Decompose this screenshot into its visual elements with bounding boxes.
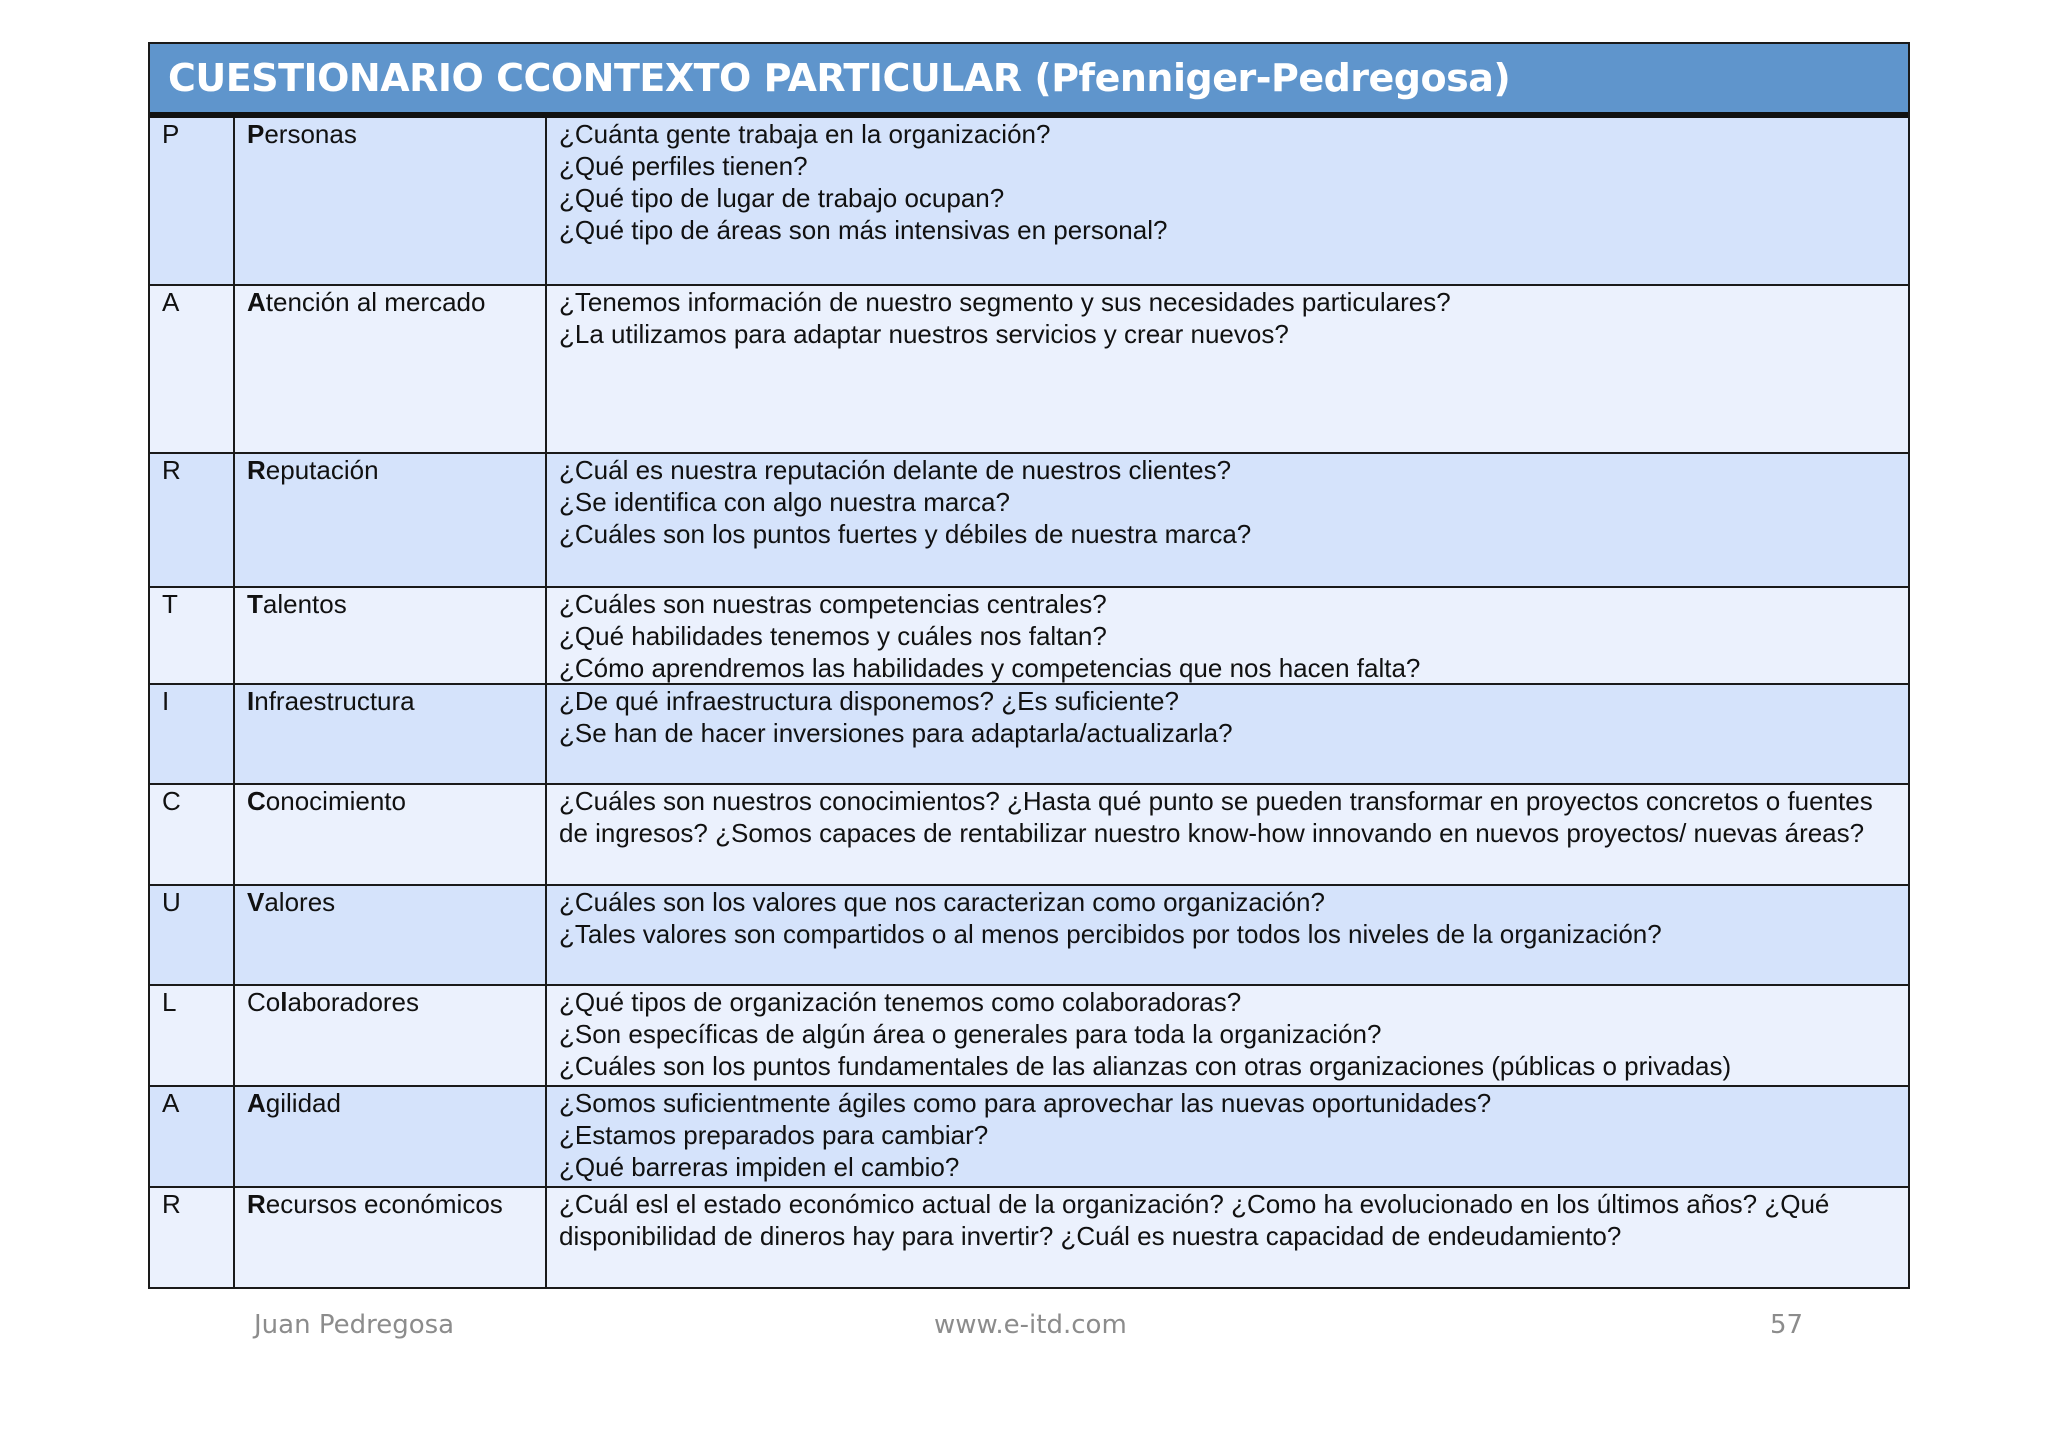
table-body [150,118,1908,1287]
term-rest: tención al mercado [265,287,486,317]
row-term [235,118,547,284]
term-rest: ecursos económicos [265,1189,503,1219]
row-questions [547,685,1908,783]
footer-page-number: 57 [1770,1310,1804,1340]
question-text: ¿Somos suficientmente ágiles como para aprovechar las nuevas oportunidades? [559,1088,1492,1118]
term-initial: I [247,686,255,716]
row-term [235,286,547,452]
question-text: ¿Tenemos información de nuestro segmento y sus necesidades particulares? [559,287,1451,317]
questionnaire-table [148,42,1910,1289]
row-term [235,1087,547,1186]
table-row [150,452,1908,586]
question-text: ¿Cuáles son nuestras competencias centrales? [559,589,1107,619]
row-term [235,454,547,586]
question-text: ¿Cuáles son los valores que nos caracterizan como organización? [559,887,1325,917]
row-term [235,588,547,683]
table-row [150,783,1908,884]
row-questions [547,1087,1908,1186]
row-term [235,785,547,884]
row-questions [547,118,1908,284]
term-initial: A [247,1088,266,1118]
row-questions [547,785,1908,884]
question-text: ¿Qué tipo de lugar de trabajo ocupan? [559,183,1005,213]
question-text: ¿Qué tipos de organización tenemos como colaboradoras? [559,987,1242,1017]
question-text: ¿De qué infraestructura disponemos? ¿Es suficiente? [559,686,1179,716]
question-text: ¿Qué habilidades tenemos y cuáles nos faltan? [559,621,1107,651]
row-letter: R [150,454,235,586]
term-rest: ersonas [264,119,357,149]
question-text: ¿Cómo aprendremos las habilidades y competencias que nos hacen falta? [559,653,1421,683]
row-letter: I [150,685,235,783]
row-term [235,886,547,984]
term-rest: alentos [262,589,347,619]
question-text: ¿Cuánta gente trabaja en la organización? [559,119,1051,149]
row-questions [547,986,1908,1085]
table-row [150,284,1908,452]
row-letter: P [150,118,235,284]
table-row [150,1085,1908,1186]
question-text: ¿Cuáles son nuestros conocimientos? ¿Hasta qué punto se pueden transformar en proyectos concretos o fuentes de ingresos? ¿Somos capaces de rentabilizar nuestro know-how innovando en nuevos proyectos/ nuevas áreas? [559,786,1873,848]
row-term [235,685,547,783]
row-letter: A [150,286,235,452]
term-rest: aboradores [287,987,420,1017]
question-text: ¿Qué tipo de áreas son más intensivas en personal? [559,215,1168,245]
term-rest: onocimiento [265,786,406,816]
row-term [235,1188,547,1287]
term-initial: T [247,589,263,619]
row-letter: U [150,886,235,984]
table-row [150,1186,1908,1287]
table-row [150,586,1908,683]
term-initial: l [280,987,288,1017]
term-rest: eputación [265,455,379,485]
row-letter: T [150,588,235,683]
question-text: ¿Qué barreras impiden el cambio? [559,1152,960,1182]
table-row [150,884,1908,984]
row-questions [547,454,1908,586]
row-questions [547,886,1908,984]
question-text: ¿Cuáles son los puntos fundamentales de las alianzas con otras organizaciones (públicas o privadas) [559,1051,1732,1081]
question-text: ¿Estamos preparados para cambiar? [559,1120,989,1150]
row-questions [547,588,1908,683]
term-initial: C [247,786,266,816]
footer-author: Juan Pedregosa [254,1310,455,1340]
row-questions [547,1188,1908,1287]
question-text: ¿Cuál es nuestra reputación delante de nuestros clientes? [559,455,1232,485]
row-letter: C [150,785,235,884]
term-initial: R [247,455,266,485]
term-rest: gilidad [265,1088,341,1118]
term-rest: alores [264,887,336,917]
page-title: CUESTIONARIO CCONTEXTO PARTICULAR (Pfenniger-Pedregosa) [168,56,1511,100]
question-text: ¿Se identifica con algo nuestra marca? [559,487,1010,517]
term-initial: R [247,1189,266,1219]
row-questions [547,286,1908,452]
table-header [150,44,1908,118]
row-letter: A [150,1087,235,1186]
row-letter: L [150,986,235,1085]
term-initial: P [247,119,265,149]
table-row [150,118,1908,284]
term-initial: V [247,887,265,917]
footer-url: www.e-itd.com [934,1310,1127,1340]
table-row [150,984,1908,1085]
question-text: ¿La utilizamos para adaptar nuestros servicios y crear nuevos? [559,319,1289,349]
question-text: ¿Cuáles son los puntos fuertes y débiles de nuestra marca? [559,519,1252,549]
term-initial: A [247,287,266,317]
question-text: ¿Tales valores son compartidos o al menos percibidos por todos los niveles de la organización? [559,919,1662,949]
term-rest: nfraestructura [254,686,415,716]
row-letter: R [150,1188,235,1287]
question-text: ¿Son específicas de algún área o generales para toda la organización? [559,1019,1382,1049]
question-text: ¿Qué perfiles tienen? [559,151,808,181]
question-text: ¿Cuál esl el estado económico actual de la organización? ¿Como ha evolucionado en los últimos años? ¿Qué disponibilidad de dineros hay para invertir? ¿Cuál es nuestra capacidad de endeudamiento? [559,1189,1830,1251]
table-row [150,683,1908,783]
term-prefix: Co [247,987,281,1017]
row-term [235,986,547,1085]
question-text: ¿Se han de hacer inversiones para adaptarla/actualizarla? [559,718,1233,748]
